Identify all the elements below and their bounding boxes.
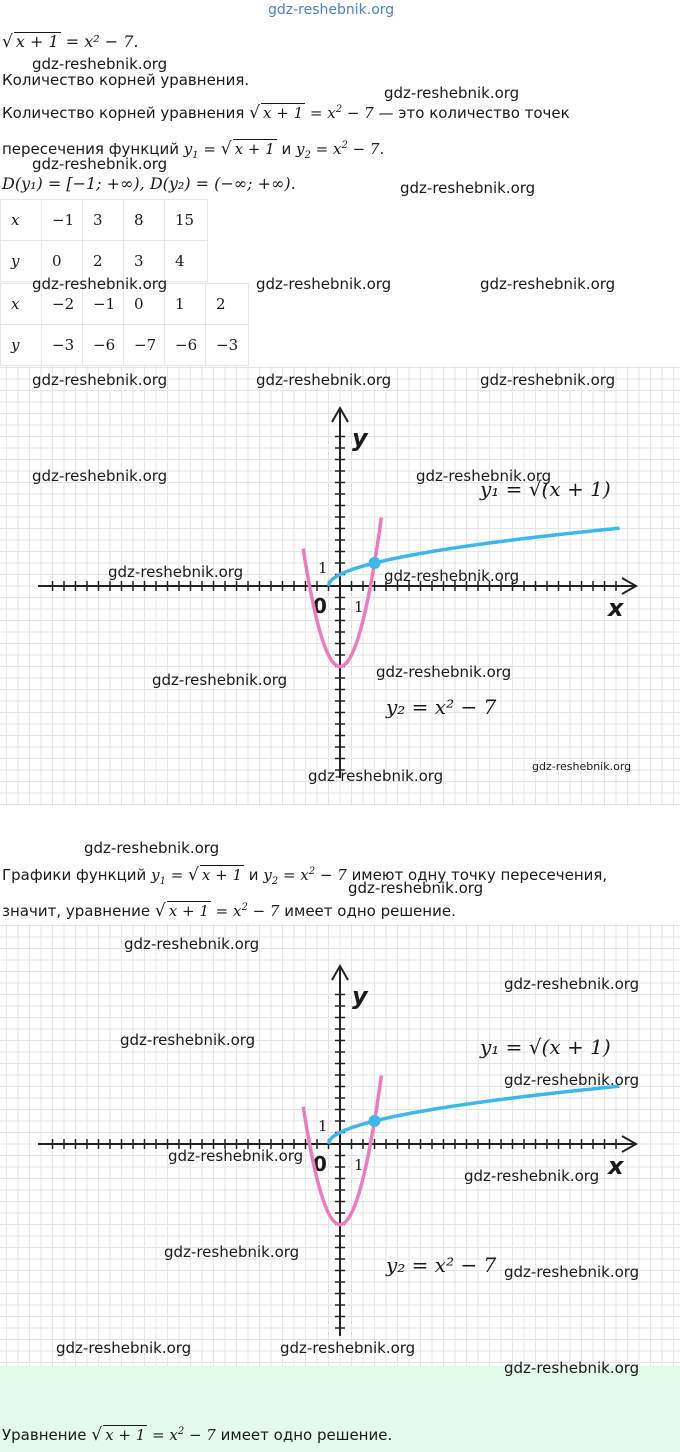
table-cell: 2 <box>206 284 249 325</box>
task-title: Количество корней уравнения. <box>2 71 250 89</box>
label-y1: y₁ = √(x + 1) <box>480 477 611 501</box>
watermark: gdz-reshebnik.org <box>120 1031 256 1049</box>
para2-tail: имеют одну точку пересечения, <box>351 866 608 884</box>
watermark: gdz-reshebnik.org <box>416 467 552 485</box>
table-cell: 1 <box>165 284 206 325</box>
watermark: gdz-reshebnik.org <box>504 975 640 993</box>
intersection-point <box>369 557 381 569</box>
table-row <box>1 200 208 241</box>
table-cell: 3 <box>124 241 165 282</box>
table-cell: 3 <box>83 200 124 241</box>
tick-label-x-one: 1 <box>354 598 364 616</box>
watermark: gdz-reshebnik.org <box>32 155 168 173</box>
table-cell: 8 <box>124 200 165 241</box>
watermark: gdz-reshebnik.org <box>464 1167 600 1185</box>
table-cell: −3 <box>206 325 249 366</box>
graph-functions <box>0 366 680 806</box>
watermark: gdz-reshebnik.org <box>108 563 244 581</box>
table-cell: 2 <box>83 241 124 282</box>
radicand: x + 1 <box>201 866 242 884</box>
para1-line2-lead: пересечения функций <box>2 140 179 158</box>
watermark: gdz-reshebnik.org <box>504 1263 640 1281</box>
watermark: gdz-reshebnik.org <box>384 567 520 585</box>
radicand: x + 1 <box>15 32 59 51</box>
table-cell: −3 <box>42 325 83 366</box>
problem-equation: √ x + 1 = x² − 7. <box>2 32 139 52</box>
watermark: gdz-reshebnik.org <box>480 275 616 293</box>
para2-line2-tail: имеет одно решение. <box>284 902 456 920</box>
answer-line: Уравнение √ $x + 1 = x^2 - 7$ имеет одно решение. <box>2 1425 393 1445</box>
label-y2: y₂ = x² − 7 <box>386 1253 497 1277</box>
watermark: gdz-reshebnik.org <box>348 879 484 897</box>
table-cell: −1 <box>42 200 83 241</box>
x-axis-label: x <box>608 1152 624 1180</box>
watermark: gdz-reshebnik.org <box>56 1339 192 1357</box>
watermark: gdz-reshebnik.org <box>384 84 520 102</box>
watermark: gdz-reshebnik.org <box>32 275 168 293</box>
label-y1: y₁ = √(x + 1) <box>480 1035 611 1059</box>
table-header-y: y <box>1 241 42 282</box>
table-y1-values <box>0 199 208 282</box>
table-cell: 4 <box>165 241 208 282</box>
watermark: gdz-reshebnik.org <box>168 1147 304 1165</box>
answer-lead: Уравнение <box>2 1426 87 1444</box>
watermark: gdz-reshebnik.org <box>152 671 288 689</box>
para1-line2: пересечения функций $y_1$ = √ x + 1 и $y_2 = x^2 - 7$. <box>2 139 385 161</box>
domain-line <box>2 174 296 194</box>
intersection-point <box>369 1115 381 1127</box>
tick-label-y-one: 1 <box>318 1117 328 1135</box>
table-header-y: y <box>1 325 42 366</box>
para2-lead: Графики функций <box>2 866 147 884</box>
para2-line1: Графики функций $y_1$ = √ x + 1 и $y_2 = x^2 - 7$ имеют одну точку пересечения, <box>2 865 608 887</box>
table-header-x: x <box>1 200 42 241</box>
x-axis-label: x <box>608 594 624 622</box>
table-cell: −2 <box>42 284 83 325</box>
watermark: gdz-reshebnik.org <box>124 935 260 953</box>
watermark: gdz-reshebnik.org <box>32 467 168 485</box>
y-axis-label: y <box>352 424 368 452</box>
para1-tail: — это количество точек <box>378 104 570 122</box>
tick-label-y-one: 1 <box>318 559 328 577</box>
para2-and: и <box>248 866 259 884</box>
para1-and: и <box>281 140 292 158</box>
table-cell: 0 <box>42 241 83 282</box>
table-cell: −6 <box>165 325 206 366</box>
table-cell: −6 <box>83 325 124 366</box>
watermark: gdz-reshebnik.org <box>376 663 512 681</box>
domain-y2: D(y₂) = (−∞; +∞). <box>149 174 296 193</box>
para2-line2: значит, уравнение √ $x + 1 = x^2 - 7$ имеет одно решение. <box>2 901 456 921</box>
watermark-top: gdz-reshebnik.org <box>268 2 395 18</box>
table-row <box>1 325 249 366</box>
watermark: gdz-reshebnik.org <box>480 371 616 389</box>
origin-label: 0 <box>313 1152 327 1176</box>
watermark: gdz-reshebnik.org <box>504 1071 640 1089</box>
para1-line1: Количество корней уравнения √ $x + 1 = x^2 - 7$ — это количество точек <box>2 103 570 123</box>
tick-label-x-one: 1 <box>354 1156 364 1174</box>
table-y2-values <box>0 283 249 366</box>
table-cell: −1 <box>83 284 124 325</box>
table-header-x: x <box>1 284 42 325</box>
domain-y1: D(y₁) = [−1; +∞), <box>2 174 145 193</box>
radicand: x + 1 <box>263 104 304 122</box>
para1-rhs: = $x^2 - 7$ <box>309 104 374 122</box>
radicand: x + 1 <box>168 902 209 920</box>
watermark: gdz-reshebnik.org <box>400 179 536 197</box>
watermark: gdz-reshebnik.org <box>504 1359 640 1377</box>
para1-lead: Количество корней уравнения <box>2 104 245 122</box>
watermark: gdz-reshebnik.org <box>164 1243 300 1261</box>
origin-label: 0 <box>313 594 327 618</box>
table-cell: 0 <box>124 284 165 325</box>
watermark: gdz-reshebnik.org <box>532 760 632 773</box>
y-axis-label: y <box>352 982 368 1010</box>
answer-tail: имеет одно решение. <box>220 1426 393 1444</box>
radicand: x + 1 <box>234 140 275 158</box>
radicand: x + 1 <box>105 1426 146 1444</box>
equation-rhs: = x² − 7. <box>65 32 139 51</box>
watermark: gdz-reshebnik.org <box>308 767 444 785</box>
watermark: gdz-reshebnik.org <box>32 371 168 389</box>
label-y2: y₂ = x² − 7 <box>386 695 497 719</box>
watermark: gdz-reshebnik.org <box>280 1339 416 1357</box>
para1-end: . <box>379 140 385 158</box>
table-cell: −7 <box>124 325 165 366</box>
para2-line2-lead: значит, уравнение <box>2 902 151 920</box>
watermark: gdz-reshebnik.org <box>256 275 392 293</box>
watermark: gdz-reshebnik.org <box>256 371 392 389</box>
watermark: gdz-reshebnik.org <box>84 839 220 857</box>
watermark: gdz-reshebnik.org <box>32 55 168 73</box>
table-cell: 15 <box>165 200 208 241</box>
